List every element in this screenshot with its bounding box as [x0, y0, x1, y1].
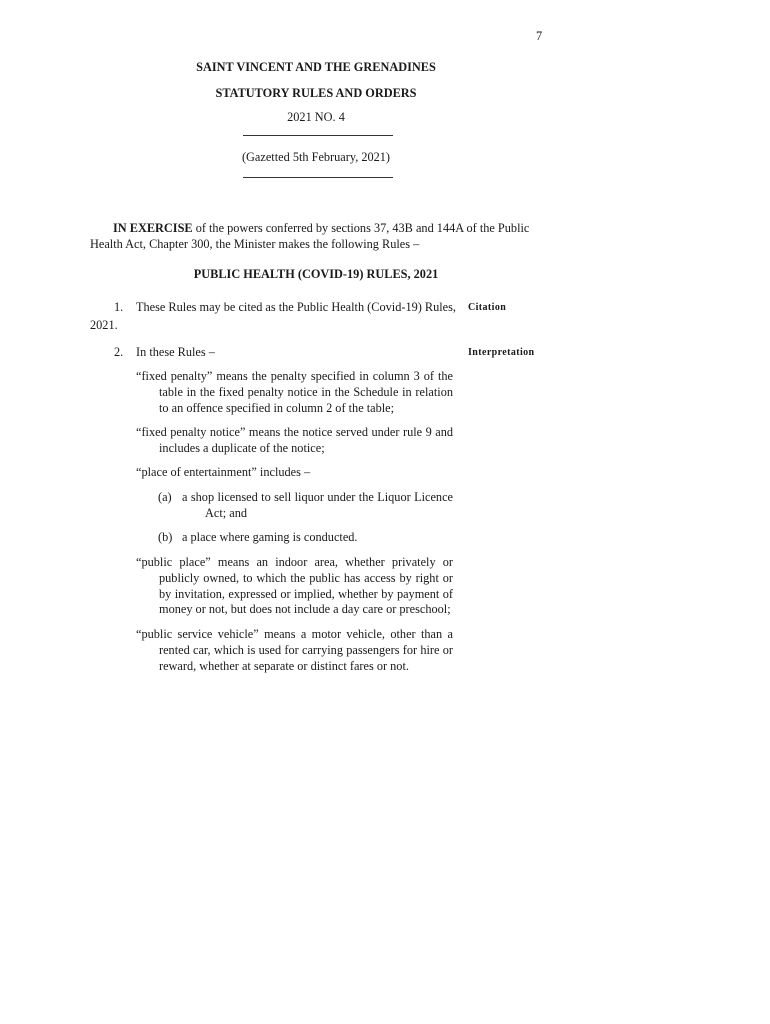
item-b-label: (b): [158, 530, 173, 544]
definition-public-service-vehicle: “public service vehicle” means a motor vehicle, other than a rented car, which is used for carrying passengers for hire or reward, whether at separate or distinct fares or not.: [136, 627, 453, 673]
rule-2-intro: In these Rules –: [136, 345, 215, 359]
enacting-line-2: Health Act, Chapter 300, the Minister makes the following Rules –: [90, 237, 420, 251]
definition-public-place: “public place” means an indoor area, whether privately or publicly owned, to which the public has access by right or by invitation, expressed or implied, whether by payment of money or not, but does not include a day care or preschool;: [136, 555, 453, 617]
enacting-text-1: of the powers conferred by sections 37, 43B and 144A of the Public: [192, 221, 530, 235]
interpretation-margin-note: Interpretation: [468, 347, 535, 358]
item-a-label: (a): [158, 490, 172, 504]
enacting-line-1: [113, 221, 529, 236]
divider-bottom: [243, 177, 393, 178]
citation-margin-note: Citation: [468, 302, 507, 313]
rule-1-text-continued: 2021.: [90, 318, 118, 332]
definition-fixed-penalty-notice: “fixed penalty notice” means the notice served under rule 9 and includes a duplicate of the notice;: [136, 425, 453, 455]
country-heading: SAINT VINCENT AND THE GRENADINES: [196, 60, 436, 74]
rule-1-number: 1.: [114, 300, 124, 314]
divider-top: [243, 135, 393, 136]
enacting-lead: IN EXERCISE: [113, 221, 193, 235]
definition-place-of-entertainment: “place of entertainment” includes –: [136, 465, 311, 479]
definition-fixed-penalty: “fixed penalty” means the penalty specified in column 3 of the table in the fixed penalty notice in the Schedule in relation to an offence specified in column 2 of the table;: [136, 369, 453, 415]
rule-2-number: 2.: [114, 345, 124, 359]
page-number: 7: [536, 29, 543, 43]
series-heading: STATUTORY RULES AND ORDERS: [215, 86, 417, 100]
item-a-text: a shop licensed to sell liquor under the Liquor Licence Act; and: [182, 490, 453, 520]
instrument-number: 2021 NO. 4: [287, 110, 345, 124]
rule-1-text: These Rules may be cited as the Public Health (Covid-19) Rules,: [136, 300, 456, 314]
gazetted-date: (Gazetted 5th February, 2021): [241, 150, 391, 164]
item-b-text: a place where gaming is conducted.: [182, 530, 358, 544]
rules-title: PUBLIC HEALTH (COVID-19) RULES, 2021: [193, 267, 439, 281]
